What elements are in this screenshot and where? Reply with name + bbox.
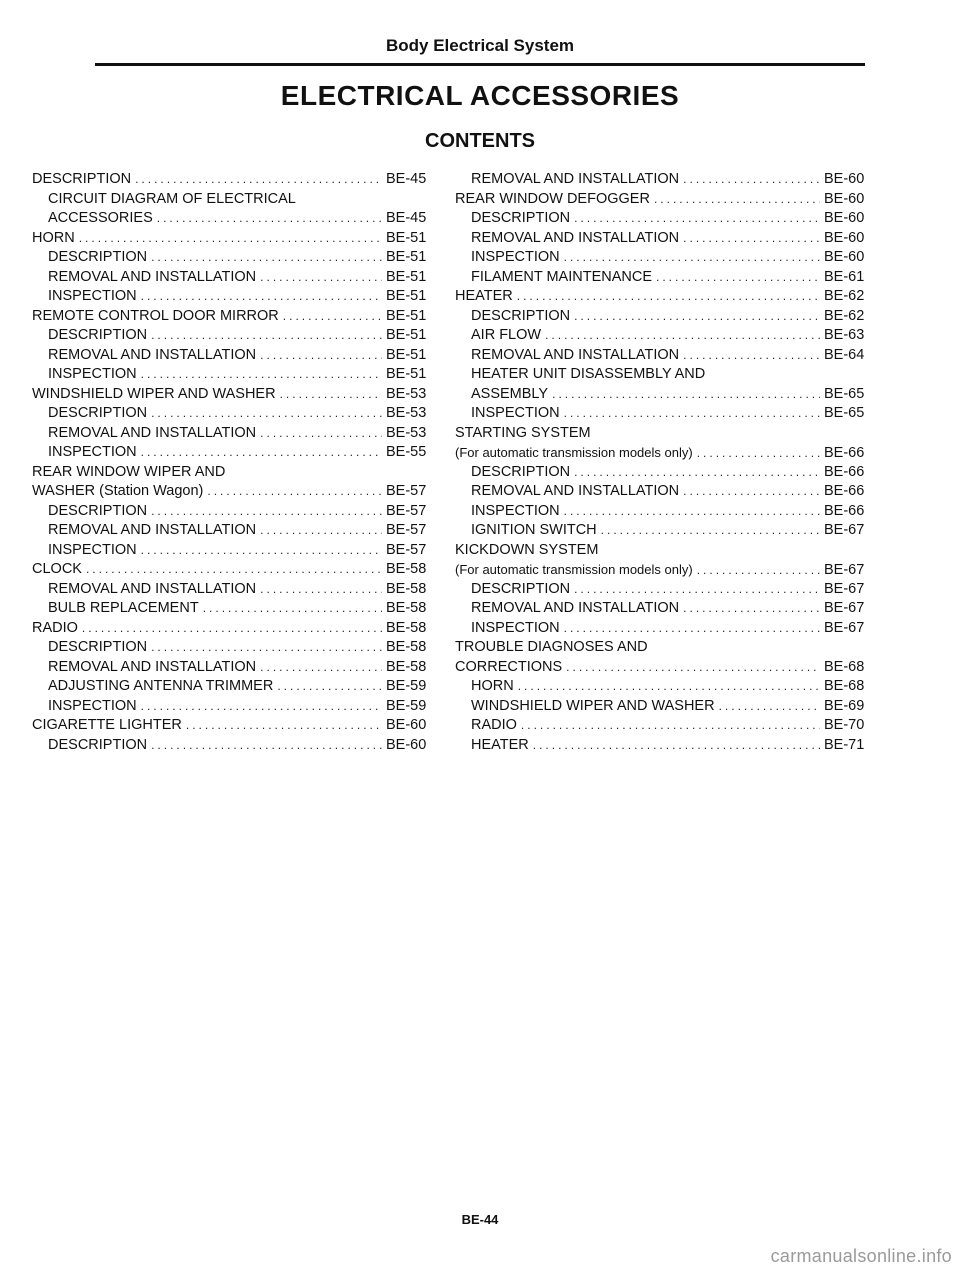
toc-entry-title: INSPECTION bbox=[48, 366, 137, 382]
toc-entry-page: BE-60 bbox=[386, 736, 427, 753]
dot-leader bbox=[141, 287, 382, 307]
toc-entry-title: REMOTE CONTROL DOOR MIRROR bbox=[32, 307, 279, 324]
toc-entry bbox=[32, 502, 432, 522]
toc-entry-title: REMOVAL AND INSTALLATION bbox=[471, 346, 680, 363]
toc-entry bbox=[455, 326, 870, 346]
toc-entry-title: REMOVAL AND INSTALLATION bbox=[48, 522, 257, 538]
toc-entry-title: INSPECTION bbox=[48, 541, 137, 558]
toc-entry bbox=[455, 443, 870, 463]
toc-entry-title: CLOCK bbox=[32, 561, 82, 577]
page-number: BE-44 bbox=[461, 1212, 499, 1227]
toc-entry-page: BE-62 bbox=[824, 288, 865, 304]
toc-entry-page: BE-45 bbox=[386, 171, 427, 187]
toc-entry-title: INSPECTION bbox=[48, 444, 137, 460]
toc-entry bbox=[32, 619, 432, 639]
dot-leader bbox=[656, 268, 820, 288]
toc-entry bbox=[455, 736, 870, 756]
toc-entry bbox=[32, 580, 432, 600]
toc-entry bbox=[455, 716, 870, 736]
toc-entry-page: BE-55 bbox=[386, 444, 427, 460]
dot-leader bbox=[260, 268, 382, 288]
toc-entry bbox=[32, 736, 432, 756]
dot-leader bbox=[260, 580, 382, 600]
toc-entry-page: BE-57 bbox=[386, 483, 427, 499]
dot-leader bbox=[683, 482, 820, 502]
toc-entry bbox=[32, 385, 432, 405]
toc-entry bbox=[455, 541, 870, 561]
dot-leader bbox=[86, 560, 382, 580]
toc-entry-title: DESCRIPTION bbox=[471, 210, 571, 226]
toc-entry-title: IGNITION SWITCH bbox=[471, 522, 597, 538]
toc-entry bbox=[455, 424, 870, 444]
toc-entry-page: BE-57 bbox=[386, 502, 427, 519]
dot-leader bbox=[260, 424, 382, 444]
toc-entry bbox=[32, 404, 432, 424]
toc-entry bbox=[32, 190, 432, 210]
toc-entry-title: HORN bbox=[32, 229, 75, 246]
toc-entry-page: BE-57 bbox=[386, 522, 427, 538]
toc-entry-page: BE-64 bbox=[824, 346, 865, 363]
toc-entry bbox=[455, 599, 870, 619]
dot-leader bbox=[697, 561, 820, 581]
dot-leader bbox=[564, 248, 820, 268]
toc-entry bbox=[32, 697, 432, 717]
toc-entry-title: INSPECTION bbox=[471, 249, 560, 265]
toc-entry bbox=[32, 521, 432, 541]
toc-entry bbox=[455, 248, 870, 268]
dot-leader bbox=[203, 599, 382, 619]
toc-entry-title: HEATER bbox=[471, 736, 529, 753]
toc-entry-page: BE-53 bbox=[386, 385, 427, 402]
toc-entry-title: INSPECTION bbox=[471, 619, 560, 636]
toc-entry-page: BE-60 bbox=[824, 171, 865, 187]
toc-entry bbox=[455, 268, 870, 288]
toc-entry bbox=[32, 170, 432, 190]
toc-entry-title: REMOVAL AND INSTALLATION bbox=[48, 268, 257, 285]
toc-entry bbox=[455, 658, 870, 678]
toc-entry bbox=[32, 677, 432, 697]
toc-entry-title: REMOVAL AND INSTALLATION bbox=[48, 658, 257, 675]
dot-leader bbox=[141, 541, 382, 561]
toc-entry-title: AIR FLOW bbox=[471, 327, 542, 343]
toc-entry-page: BE-67 bbox=[824, 619, 865, 636]
toc-entry-title: HEATER UNIT DISASSEMBLY AND bbox=[471, 366, 706, 382]
toc-entry-title: BULB REPLACEMENT bbox=[48, 600, 199, 616]
toc-entry-page: BE-68 bbox=[824, 658, 865, 675]
toc-entry-page: BE-58 bbox=[386, 619, 427, 636]
toc-entry-title: INSPECTION bbox=[471, 502, 560, 519]
toc-entry-page: BE-58 bbox=[386, 561, 427, 577]
toc-entry bbox=[455, 229, 870, 249]
toc-entry bbox=[32, 365, 432, 385]
toc-entry-page: BE-60 bbox=[824, 190, 865, 207]
toc-entry-page: BE-60 bbox=[824, 229, 865, 246]
toc-entry bbox=[32, 209, 432, 229]
toc-entry-page: BE-59 bbox=[386, 678, 427, 694]
toc-entry-title: DESCRIPTION bbox=[48, 639, 148, 655]
toc-entry-page: BE-60 bbox=[824, 249, 865, 265]
toc-entry bbox=[32, 307, 432, 327]
toc-entry bbox=[455, 580, 870, 600]
toc-entry-page: BE-45 bbox=[386, 210, 427, 226]
toc-entry-title: DESCRIPTION bbox=[471, 580, 571, 597]
toc-entry-page: BE-67 bbox=[824, 562, 865, 578]
toc-entry-page: BE-60 bbox=[386, 717, 427, 733]
toc-entry-page: BE-51 bbox=[386, 288, 427, 304]
toc-entry-page: BE-69 bbox=[824, 697, 865, 714]
toc-entry-title: ACCESSORIES bbox=[48, 210, 153, 226]
toc-entry-title: ASSEMBLY bbox=[471, 385, 549, 402]
toc-entry-page: BE-57 bbox=[386, 541, 427, 558]
toc-entry bbox=[455, 560, 870, 580]
toc-entry-title: RADIO bbox=[471, 717, 517, 733]
toc-entry bbox=[455, 365, 870, 385]
toc-entry-title: HEATER bbox=[455, 288, 513, 304]
toc-entry bbox=[32, 560, 432, 580]
toc-entry-title: DESCRIPTION bbox=[471, 463, 571, 480]
toc-entry-page: BE-51 bbox=[386, 268, 427, 285]
toc-entry bbox=[455, 463, 870, 483]
dot-leader bbox=[552, 385, 820, 405]
toc-entry bbox=[455, 346, 870, 366]
toc-entry-page: BE-68 bbox=[824, 678, 865, 694]
toc-right-column bbox=[455, 170, 870, 755]
toc-entry bbox=[32, 658, 432, 678]
dot-leader bbox=[654, 190, 820, 210]
toc-entry-title: INSPECTION bbox=[48, 288, 137, 304]
dot-leader bbox=[566, 658, 820, 678]
toc-entry-page: BE-63 bbox=[824, 327, 865, 343]
toc-entry-page: BE-60 bbox=[824, 210, 865, 226]
toc-entry-page: BE-62 bbox=[824, 307, 865, 324]
toc-entry bbox=[32, 424, 432, 444]
toc-entry bbox=[32, 346, 432, 366]
toc-left-column bbox=[32, 170, 432, 755]
dot-leader bbox=[141, 365, 382, 385]
toc-entry-title: FILAMENT MAINTENANCE bbox=[471, 268, 653, 285]
toc-entry-page: BE-71 bbox=[824, 736, 865, 753]
toc-entry bbox=[32, 326, 432, 346]
toc-entry bbox=[455, 190, 870, 210]
toc-entry-page: BE-51 bbox=[386, 229, 427, 246]
toc-entry-title: STARTING SYSTEM bbox=[455, 424, 591, 441]
dot-leader bbox=[518, 677, 820, 697]
dot-leader bbox=[82, 619, 382, 639]
toc-entry-page: BE-58 bbox=[386, 600, 427, 616]
toc-entry bbox=[455, 209, 870, 229]
dot-leader bbox=[260, 658, 382, 678]
toc-entry bbox=[32, 541, 432, 561]
toc-entry-title: (For automatic transmission models only) bbox=[455, 562, 693, 577]
toc-entry bbox=[32, 443, 432, 463]
toc-entry-title: (For automatic transmission models only) bbox=[455, 445, 693, 460]
dot-leader bbox=[79, 229, 382, 249]
dot-leader bbox=[683, 229, 820, 249]
header-rule bbox=[95, 63, 865, 66]
toc-entry-page: BE-67 bbox=[824, 580, 865, 597]
toc-entry-title: REAR WINDOW DEFOGGER bbox=[455, 190, 650, 207]
dot-leader bbox=[564, 404, 820, 424]
dot-leader bbox=[574, 307, 820, 327]
toc-entry-page: BE-66 bbox=[824, 483, 865, 499]
toc-entry-page: BE-51 bbox=[386, 327, 427, 343]
toc-entry bbox=[455, 307, 870, 327]
toc-entry-page: BE-51 bbox=[386, 307, 427, 324]
toc-entry-title: DESCRIPTION bbox=[48, 249, 148, 265]
toc-entry bbox=[455, 287, 870, 307]
toc-entry-title: REAR WINDOW WIPER AND bbox=[32, 463, 226, 480]
toc-entry bbox=[32, 463, 432, 483]
toc-entry-page: BE-58 bbox=[386, 658, 427, 675]
dot-leader bbox=[574, 463, 820, 483]
toc-entry-title: TROUBLE DIAGNOSES AND bbox=[455, 639, 648, 655]
dot-leader bbox=[277, 677, 382, 697]
toc-entry bbox=[455, 619, 870, 639]
toc-entry bbox=[32, 716, 432, 736]
toc-entry-page: BE-61 bbox=[824, 268, 865, 285]
dot-leader bbox=[564, 619, 820, 639]
dot-leader bbox=[545, 326, 820, 346]
dot-leader bbox=[697, 444, 820, 464]
dot-leader bbox=[151, 502, 382, 522]
toc-entry-page: BE-58 bbox=[386, 580, 427, 597]
toc-entry-title: DESCRIPTION bbox=[48, 736, 148, 753]
toc-entry-title: REMOVAL AND INSTALLATION bbox=[48, 346, 257, 363]
toc-entry-title: DESCRIPTION bbox=[48, 502, 148, 519]
dot-leader bbox=[533, 736, 820, 756]
toc-entry-page: BE-67 bbox=[824, 600, 865, 616]
toc-entry-title: WASHER (Station Wagon) bbox=[32, 483, 204, 499]
dot-leader bbox=[283, 307, 382, 327]
toc-entry bbox=[32, 248, 432, 268]
toc-entry bbox=[455, 170, 870, 190]
toc-entry-title: ADJUSTING ANTENNA TRIMMER bbox=[48, 678, 274, 694]
page-title: ELECTRICAL ACCESSORIES bbox=[280, 80, 680, 111]
toc-entry bbox=[455, 502, 870, 522]
toc-entry bbox=[455, 677, 870, 697]
dot-leader bbox=[683, 346, 820, 366]
toc-entry-title: RADIO bbox=[32, 619, 78, 636]
toc-entry-title: WINDSHIELD WIPER AND WASHER bbox=[471, 697, 715, 714]
toc-entry-page: BE-58 bbox=[386, 639, 427, 655]
toc-entry-title: DESCRIPTION bbox=[471, 307, 571, 324]
dot-leader bbox=[151, 638, 382, 658]
contents-heading: CONTENTS bbox=[425, 130, 535, 152]
toc-entry bbox=[32, 599, 432, 619]
toc-entry-title: REMOVAL AND INSTALLATION bbox=[471, 600, 680, 616]
toc-entry bbox=[455, 385, 870, 405]
dot-leader bbox=[141, 443, 382, 463]
dot-leader bbox=[521, 716, 820, 736]
toc-entry-title: INSPECTION bbox=[48, 697, 137, 714]
dot-leader bbox=[564, 502, 820, 522]
dot-leader bbox=[151, 404, 382, 424]
toc-entry-title: CORRECTIONS bbox=[455, 658, 563, 675]
toc-entry-page: BE-53 bbox=[386, 405, 427, 421]
toc-entry-title: HORN bbox=[471, 678, 514, 694]
dot-leader bbox=[151, 248, 382, 268]
dot-leader bbox=[207, 482, 382, 502]
toc-entry bbox=[455, 404, 870, 424]
toc-entry bbox=[455, 482, 870, 502]
toc-entry-page: BE-65 bbox=[824, 405, 865, 421]
dot-leader bbox=[135, 170, 382, 190]
toc-entry-title: INSPECTION bbox=[471, 405, 560, 421]
toc-entry-title: REMOVAL AND INSTALLATION bbox=[471, 229, 680, 246]
dot-leader bbox=[141, 697, 382, 717]
toc-entry-title: DESCRIPTION bbox=[48, 327, 148, 343]
toc-entry bbox=[455, 521, 870, 541]
toc-entry-title: REMOVAL AND INSTALLATION bbox=[471, 171, 680, 187]
toc-entry bbox=[32, 482, 432, 502]
toc-entry-page: BE-51 bbox=[386, 249, 427, 265]
dot-leader bbox=[260, 346, 382, 366]
toc-entry-title: REMOVAL AND INSTALLATION bbox=[48, 580, 257, 597]
toc-entry bbox=[455, 638, 870, 658]
toc-entry-title: KICKDOWN SYSTEM bbox=[455, 541, 599, 558]
toc-entry-page: BE-66 bbox=[824, 463, 865, 480]
dot-leader bbox=[157, 209, 382, 229]
toc-entry-title: CIGARETTE LIGHTER bbox=[32, 717, 182, 733]
toc-entry-page: BE-51 bbox=[386, 366, 427, 382]
toc-entry-title: WINDSHIELD WIPER AND WASHER bbox=[32, 385, 276, 402]
toc-entry-title: REMOVAL AND INSTALLATION bbox=[48, 424, 257, 441]
toc-entry-page: BE-51 bbox=[386, 346, 427, 363]
watermark: carmanualsonline.info bbox=[770, 1246, 952, 1266]
page-header: Body Electrical System bbox=[385, 36, 575, 55]
toc-entry bbox=[32, 229, 432, 249]
toc-entry-title: CIRCUIT DIAGRAM OF ELECTRICAL bbox=[48, 190, 296, 207]
toc-entry-title: REMOVAL AND INSTALLATION bbox=[471, 483, 680, 499]
dot-leader bbox=[151, 736, 382, 756]
toc-entry-page: BE-66 bbox=[824, 502, 865, 519]
toc-entry bbox=[32, 638, 432, 658]
dot-leader bbox=[186, 716, 382, 736]
dot-leader bbox=[601, 521, 820, 541]
toc-entry-page: BE-59 bbox=[386, 697, 427, 714]
dot-leader bbox=[151, 326, 382, 346]
toc-entry-page: BE-65 bbox=[824, 385, 865, 402]
dot-leader bbox=[280, 385, 382, 405]
toc-entry-page: BE-70 bbox=[824, 717, 865, 733]
dot-leader bbox=[260, 521, 382, 541]
dot-leader bbox=[574, 580, 820, 600]
toc-entry bbox=[32, 287, 432, 307]
toc-entry-title: DESCRIPTION bbox=[48, 405, 148, 421]
toc-entry-page: BE-53 bbox=[386, 424, 427, 441]
toc-entry bbox=[455, 697, 870, 717]
toc-entry-page: BE-66 bbox=[824, 445, 865, 461]
toc-entry-title: DESCRIPTION bbox=[32, 171, 132, 187]
dot-leader bbox=[683, 170, 820, 190]
dot-leader bbox=[517, 287, 820, 307]
dot-leader bbox=[574, 209, 820, 229]
dot-leader bbox=[719, 697, 820, 717]
dot-leader bbox=[683, 599, 820, 619]
toc-entry bbox=[32, 268, 432, 288]
toc-entry-page: BE-67 bbox=[824, 522, 865, 538]
